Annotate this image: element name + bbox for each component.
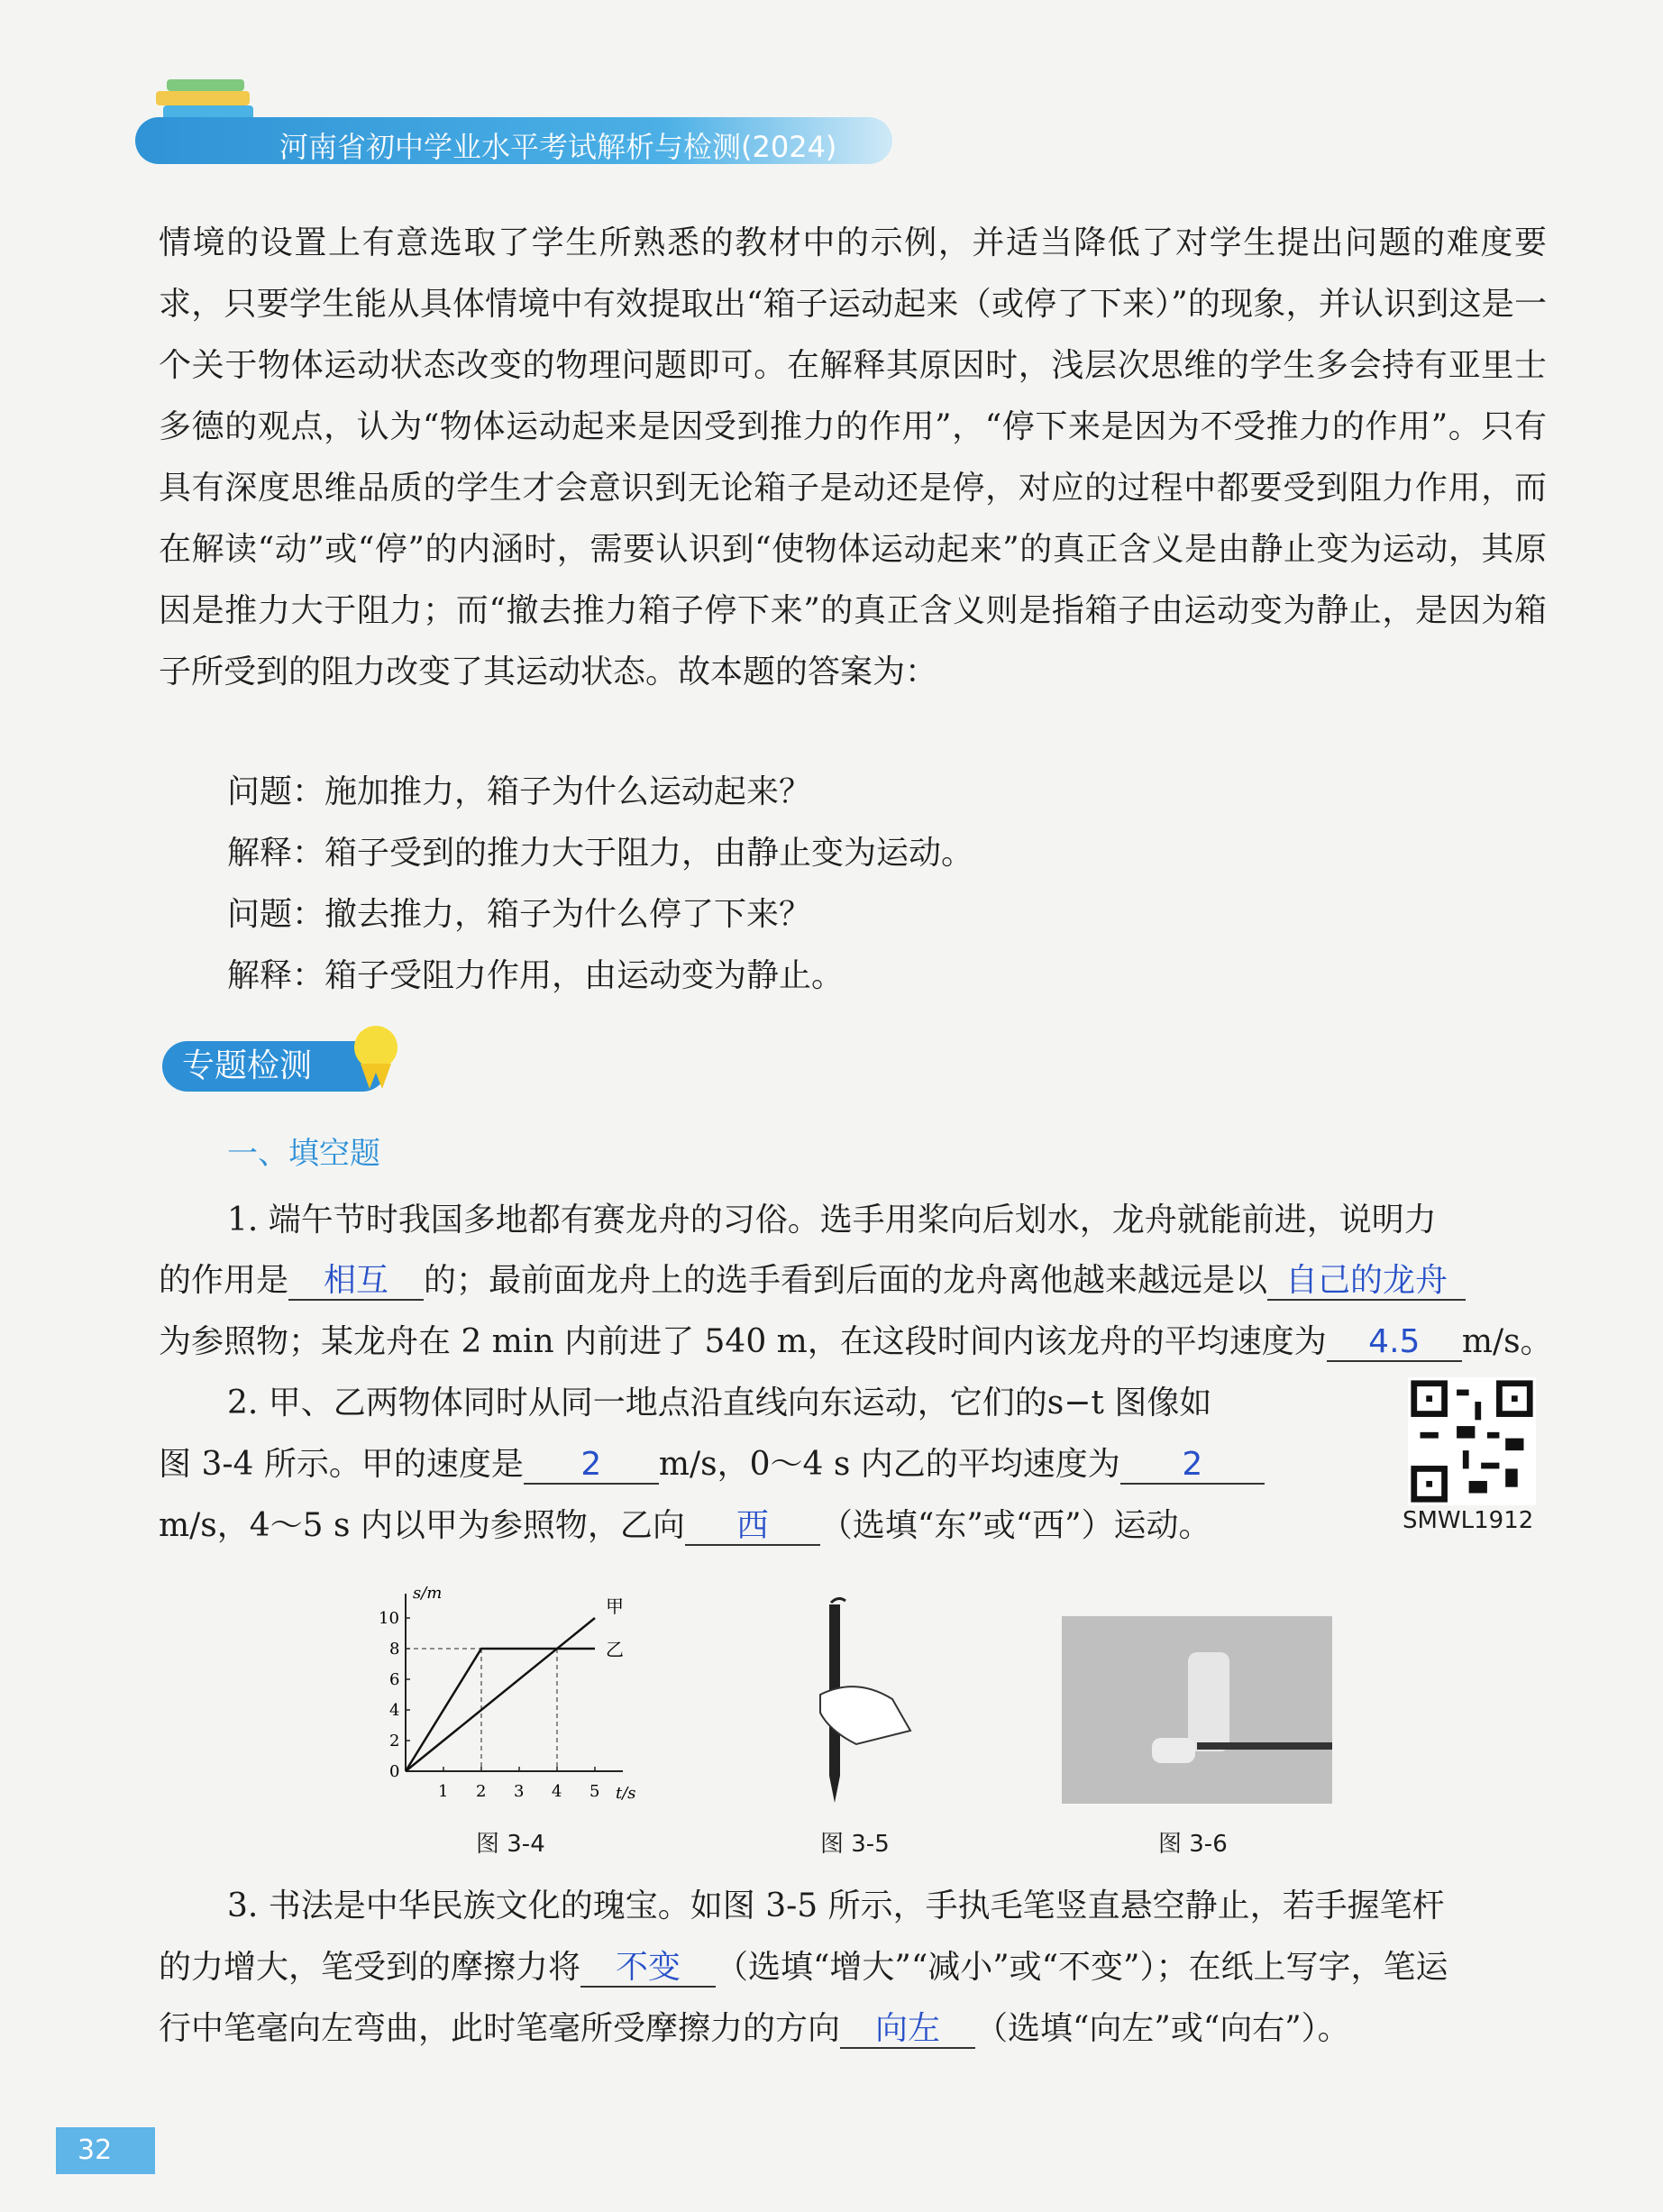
subheading: 一、填空题 [227, 1136, 380, 1172]
y-axis-label: s/m [413, 1584, 443, 1603]
q1-line-3 [159, 1316, 1553, 1362]
series-label: 乙 [606, 1639, 624, 1660]
y-tick-label: 10 [379, 1609, 399, 1628]
q2-answer-blank: 2 [524, 1447, 659, 1485]
q2-text: 图 3-4 所示。甲的速度是 [159, 1446, 524, 1483]
y-tick-label: 2 [389, 1732, 400, 1750]
q3-text: 行中笔毫向左弯曲，此时笔毫所受摩擦力的方向 [159, 2010, 841, 2047]
q2-text: m/s，0～4 s 内乙的平均速度为 [658, 1446, 1120, 1483]
brush-pen-figure [802, 1595, 928, 1807]
y-tick-label: 8 [389, 1640, 400, 1659]
q1-line-2 [159, 1255, 1466, 1301]
qr-code-icon[interactable] [1408, 1377, 1536, 1505]
q2-line-1: 2. 甲、乙两物体同时从同一地点沿直线向东运动，它们的s−t 图像如 [227, 1385, 1212, 1421]
figure-caption: 图 3-5 [820, 1831, 890, 1858]
stacked-coins-photo [1062, 1616, 1332, 1804]
intro-paragraph: 情境的设置上有意选取了学生所熟悉的教材中的示例，并适当降低了对学生提出问题的难度要求，只要学生能从具体情境中有效提取出“箱子运动起来（或停了下来）”的现象，并认识到这是一个关于物体运动状态改变的物理问题即可。在解释其原因时，浅层次思维的学生多会持有亚里士多德的观点，认为“物体运动起来是因受到推力的作用”，“停下来是因为不受推力的作用”。只有具有深度思维品质的学生才会意识到无论箱子是动还是停，对应的过程中都要受到阻力作用，而在解读“动”或“停”的内涵时，需要认识到“使物体运动起来”的真正含义是由静止变为运动，其原因是推力大于阻力；而“撤去推力箱子停下来”的真正含义则是指箱子由运动变为静止，是因为箱子所受到的阻力改变了其运动状态。故本题的答案为： [159, 224, 1547, 690]
answer-line: 解释：箱子受到的推力大于阻力，由静止变为运动。 [227, 835, 974, 872]
series-label: 甲 [606, 1595, 624, 1617]
q3-line-1: 3. 书法是中华民族文化的瑰宝。如图 3-5 所示，手执毛笔竖直悬空静止，若手握笔杆 [227, 1888, 1445, 1924]
x-tick-label: 5 [589, 1782, 600, 1801]
figure-caption: 图 3-6 [1158, 1831, 1228, 1858]
q1-line-1: 1. 端午节时我国多地都有赛龙舟的习俗。选手用桨向后划水，龙舟就能前进，说明力 [227, 1202, 1437, 1239]
figure-caption: 图 3-4 [476, 1831, 545, 1858]
y-tick-label: 6 [389, 1670, 400, 1689]
q1-text: 为参照物；某龙舟在 2 min 内前进了 540 m，在这段时间内该龙舟的平均速度为 [159, 1323, 1327, 1360]
q3-line-3 [159, 2003, 1350, 2049]
q3-text: （选填“增大”“减小”或“不变”）；在纸上写字，笔运 [716, 1949, 1448, 1986]
x-tick-label: 3 [514, 1782, 525, 1801]
q2-line-2 [159, 1439, 1265, 1485]
header-banner [135, 117, 892, 164]
x-tick-label: 4 [552, 1782, 562, 1801]
q3-text: （选填“向左”或“向右”）。 [975, 2010, 1350, 2047]
page-number: 32 [56, 2127, 155, 2174]
q3-answer-blank: 向左 [840, 2011, 975, 2049]
x-tick-label: 1 [438, 1782, 449, 1801]
x-tick-label: 2 [476, 1782, 487, 1801]
q1-answer-blank: 自己的龙舟 [1267, 1263, 1466, 1301]
q2-text: （选填“东”或“西”）运动。 [819, 1507, 1211, 1544]
q2-answer-blank: 2 [1120, 1447, 1265, 1485]
q1-text: 的作用是 [159, 1262, 289, 1299]
answer-line: 问题：撤去推力，箱子为什么停了下来？ [227, 896, 812, 933]
q3-line-2 [159, 1942, 1448, 1988]
series-line [406, 1618, 595, 1771]
y-tick-label: 4 [389, 1701, 400, 1720]
q1-answer-blank: 4.5 [1327, 1324, 1462, 1362]
q3-text: 的力增大，笔受到的摩擦力将 [159, 1949, 581, 1986]
q2-text: m/s，4～5 s 内以甲为参照物，乙向 [159, 1507, 685, 1544]
y-tick-label: 0 [389, 1762, 400, 1781]
lightbulb-icon [344, 1019, 407, 1091]
q3-answer-blank: 不变 [580, 1950, 716, 1988]
q1-answer-blank: 相互 [288, 1263, 424, 1301]
q1-text: m/s。 [1461, 1323, 1553, 1360]
qr-code-label: SMWL1912 [1403, 1507, 1534, 1534]
x-axis-label: t/s [616, 1784, 636, 1803]
answer-line: 问题：施加推力，箱子为什么运动起来？ [227, 773, 812, 810]
answer-line: 解释：箱子受阻力作用，由运动变为静止。 [227, 957, 845, 994]
q2-answer-blank: 西 [685, 1508, 820, 1546]
header-title: 河南省初中学业水平考试解析与检测(2024) [279, 130, 837, 164]
q1-text: 的；最前面龙舟上的选手看到后面的龙舟离他越来越远是以 [424, 1262, 1268, 1299]
section-badge-label: 专题检测 [182, 1047, 313, 1084]
st-graph [365, 1568, 690, 1812]
series-line [406, 1649, 595, 1771]
q2-line-3 [159, 1500, 1211, 1546]
